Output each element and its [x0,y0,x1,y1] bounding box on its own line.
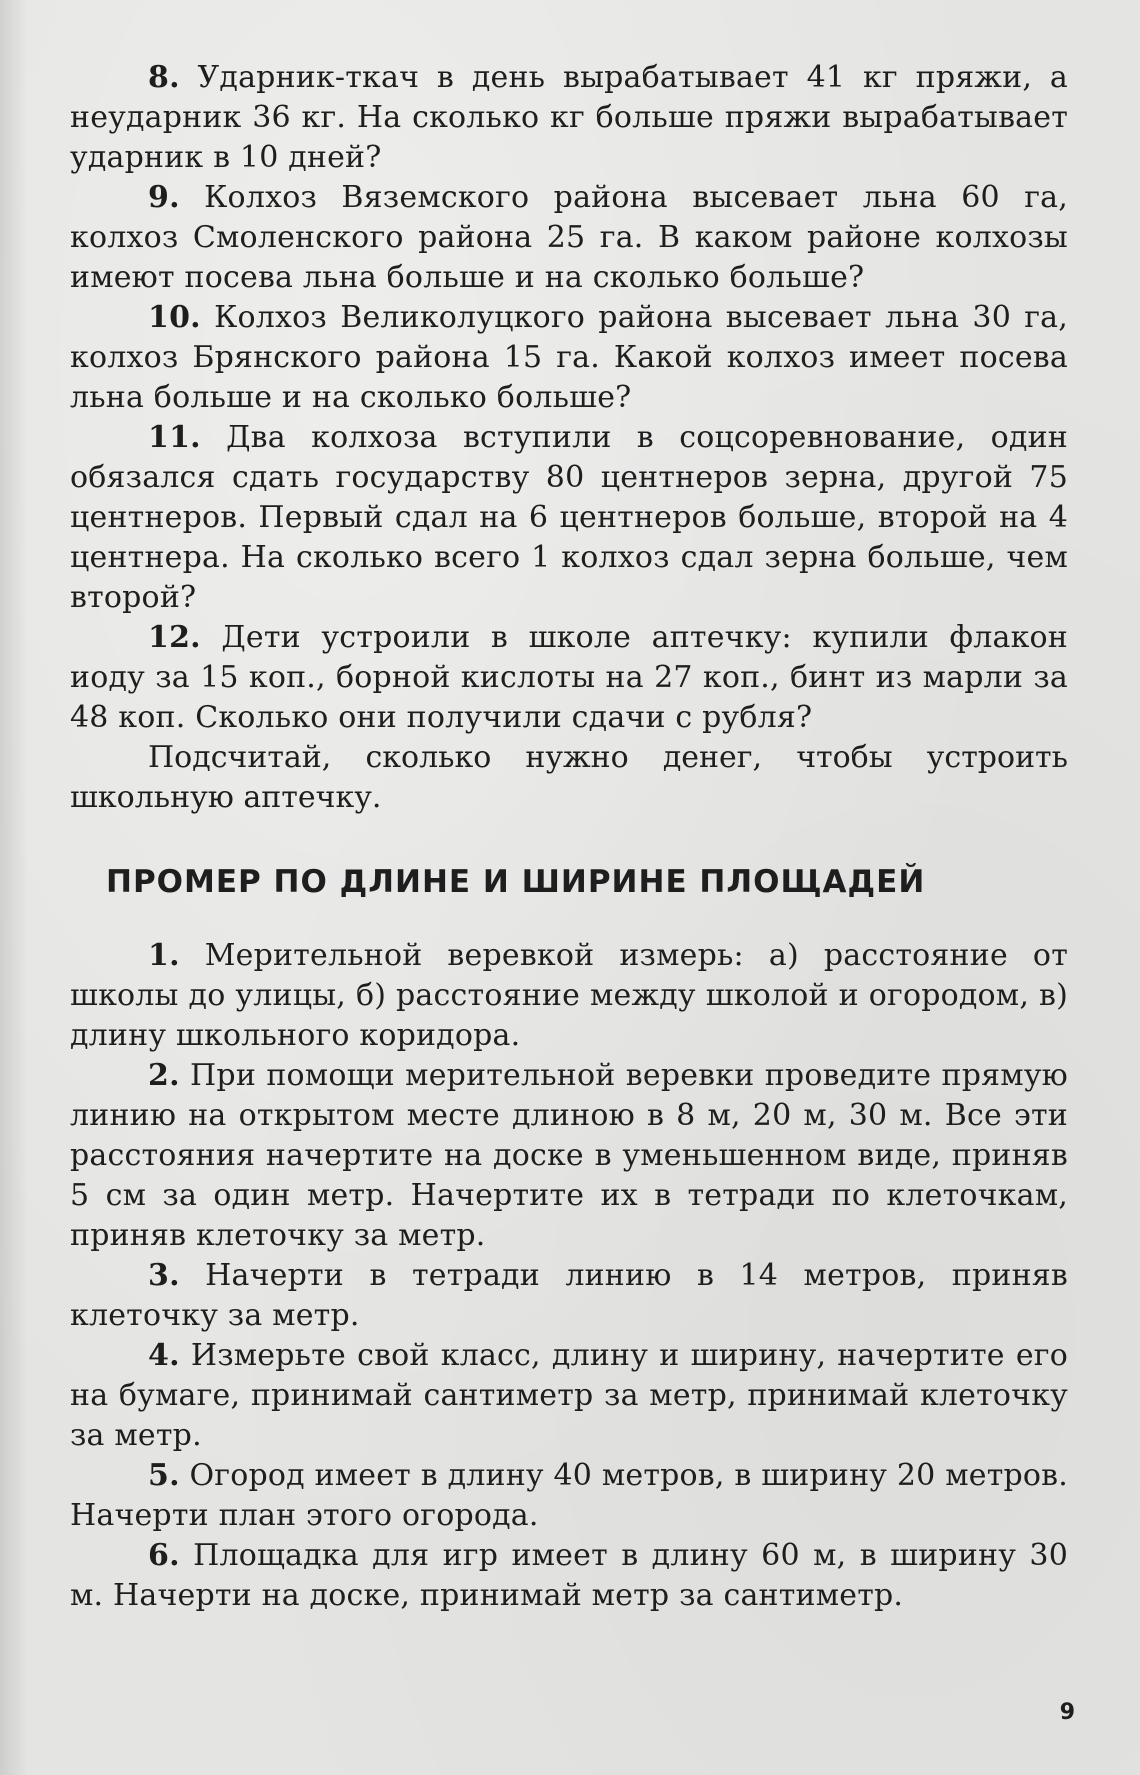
problem-5 [70,1456,1068,1536]
problem-number: 5. [148,1458,180,1493]
problem-number: 8. [148,60,180,95]
page-number: 9 [1059,1700,1075,1725]
problem-text: Измерьте свой класс, длину и ширину, начертите его на бумаге, принимай сантиметр за метр, принимай клеточку за метр. [70,1338,1068,1453]
problem-text: Начерти в тетради линию в 14 метров, приняв клеточку за метр. [70,1258,1068,1333]
problem-number: 3. [148,1258,180,1293]
page-content [70,58,1068,1616]
problem-10 [70,298,1068,418]
note-paragraph: Подсчитай, сколько нужно денег, чтобы устроить школьную аптечку. [70,740,1068,815]
page-binding-shadow [0,0,28,1775]
problem-text: Огород имеет в длину 40 метров, в ширину 20 метров. Начерти план этого огорода. [70,1458,1068,1533]
problem-6 [70,1536,1068,1616]
problem-number: 9. [148,180,180,215]
problem-text: Колхоз Великолуцкого района высевает льна 30 га, колхоз Брянского района 15 га. Какой колхоз имеет посева льна больше и на сколько больше? [70,300,1068,415]
problem-number: 1. [148,938,180,973]
problem-number: 12. [148,620,201,655]
problem-text: Мерительной веревкой измерь: а) расстояние от школы до улицы, б) расстояние между школой и огородом, в) длину школьного коридора. [70,938,1068,1053]
problem-11 [70,418,1068,618]
problem-text: Дети устроили в школе аптечку: купили флакон иоду за 15 коп., борной кислоты на 27 коп., бинт из марли за 48 коп. Сколько они получили сдачи с рубля? [70,620,1068,735]
section-title: ПРОМЕР ПО ДЛИНЕ И ШИРИНЕ ПЛОЩАДЕЙ [106,864,926,900]
problem-9 [70,178,1068,298]
problem-number: 11. [148,420,201,455]
problem-8 [70,58,1068,178]
problem-1 [70,936,1068,1056]
problem-text: Ударник-ткач в день вырабатывает 41 кг пряжи, а неударник 36 кг. На сколько кг больше пряжи вырабатывает ударник в 10 дней? [70,60,1068,175]
problem-12 [70,618,1068,738]
problem-3 [70,1256,1068,1336]
problem-number: 4. [148,1338,180,1373]
problem-text: Два колхоза вступили в соцсоревнование, один обязался сдать государству 80 центнеров зерна, другой 75 центнеров. Первый сдал на 6 центнеров больше, второй на 4 центнера. На сколько всего 1 колхоз сдал зерна больше, чем второй? [70,420,1068,615]
problem-2 [70,1056,1068,1256]
problem-text: Площадка для игр имеет в длину 60 м, в ширину 30 м. Начерти на доске, принимай метр за сантиметр. [70,1538,1068,1613]
problem-text: Колхоз Вяземского района высевает льна 60 га, колхоз Смоленского района 25 га. В каком районе колхозы имеют посева льна больше и на сколько больше? [70,180,1068,295]
problem-number: 6. [148,1538,180,1573]
problem-text: При помощи мерительной веревки проведите прямую линию на открытом месте длиною в 8 м, 20 м, 30 м. Все эти расстояния начертите на доске в уменьшенном виде, приняв 5 см за один метр. Начертите их в тетради по клеточкам, приняв клеточку за метр. [70,1058,1068,1253]
problem-number: 2. [148,1058,180,1093]
problem-4 [70,1336,1068,1456]
problem-number: 10. [148,300,201,335]
